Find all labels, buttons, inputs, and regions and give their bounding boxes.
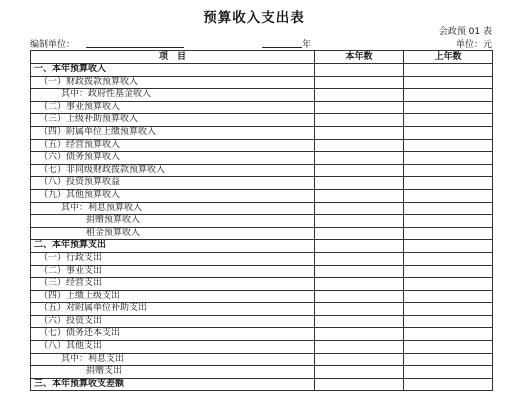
row-item-label: （九）其他预算收入: [31, 189, 315, 202]
prior-year-cell: [404, 353, 493, 366]
current-year-cell: [315, 290, 404, 303]
table-row: [31, 76, 493, 89]
row-item-label: （五）经营预算收入: [31, 139, 315, 152]
current-year-cell: [315, 139, 404, 152]
prior-year-cell: [404, 328, 493, 341]
prior-year-cell: [404, 126, 493, 139]
current-year-cell: [315, 202, 404, 215]
row-item-label: （六）债务预算收入: [31, 152, 315, 165]
header-item: 项 目: [31, 51, 315, 64]
row-item-label: 捐赠支出: [31, 366, 315, 379]
current-year-cell: [315, 303, 404, 316]
reporting-unit-label: 编制单位：: [30, 40, 76, 50]
row-item-label: （二）事业预算收入: [31, 101, 315, 114]
row-item-label: （七）非同级财政拨款预算收入: [31, 164, 315, 177]
row-item-label: （六）投资支出: [31, 315, 315, 328]
prior-year-cell: [404, 265, 493, 278]
prior-year-cell: [404, 139, 493, 152]
table-header-row: [31, 51, 493, 64]
row-item-label: （一）行政支出: [31, 252, 315, 265]
table-row: [31, 303, 493, 316]
current-year-cell: [315, 189, 404, 202]
table-row: [31, 252, 493, 265]
row-item-label: 二、本年预算支出: [31, 240, 315, 253]
prior-year-cell: [404, 202, 493, 215]
prior-year-cell: [404, 315, 493, 328]
current-year-cell: [315, 101, 404, 114]
row-item-label: 捐赠预算收入: [31, 215, 315, 228]
row-item-label: 一、本年预算收入: [31, 64, 315, 77]
year-label: 年: [302, 40, 312, 50]
year-blank: [262, 47, 302, 48]
prior-year-cell: [404, 114, 493, 127]
reporting-unit-blank: [86, 47, 184, 48]
table-row: [31, 89, 493, 102]
table-row: [31, 366, 493, 379]
table-row: [31, 189, 493, 202]
prior-year-cell: [404, 164, 493, 177]
table-row: [31, 341, 493, 354]
row-item-label: （七）债务还本支出: [31, 328, 315, 341]
table-row: [31, 101, 493, 114]
table-row: [31, 353, 493, 366]
form-code: 会政预 01 表: [438, 27, 492, 37]
row-item-label: 其中：利息支出: [31, 353, 315, 366]
prior-year-cell: [404, 76, 493, 89]
table-row: [31, 139, 493, 152]
current-year-cell: [315, 64, 404, 77]
table-row: [31, 265, 493, 278]
current-year-cell: [315, 353, 404, 366]
row-item-label: 三、本年预算收支差额: [31, 378, 315, 391]
row-item-label: （三）上级补助预算收入: [31, 114, 315, 127]
prior-year-cell: [404, 252, 493, 265]
prior-year-cell: [404, 240, 493, 253]
row-item-label: （三）经营支出: [31, 278, 315, 291]
row-item-label: （五）对附属单位补助支出: [31, 303, 315, 316]
table-row: [31, 126, 493, 139]
current-year-cell: [315, 252, 404, 265]
table-row: [31, 290, 493, 303]
prior-year-cell: [404, 64, 493, 77]
table-row: [31, 315, 493, 328]
prior-year-cell: [404, 189, 493, 202]
budget-income-expenditure-table: [30, 50, 493, 391]
prior-year-cell: [404, 89, 493, 102]
current-year-cell: [315, 177, 404, 190]
report-title: 预算收入支出表: [203, 10, 305, 26]
row-item-label: （四）附属单位上缴预算收入: [31, 126, 315, 139]
table-row: [31, 164, 493, 177]
prior-year-cell: [404, 341, 493, 354]
current-year-cell: [315, 126, 404, 139]
row-item-label: （四）上缴上级支出: [31, 290, 315, 303]
prior-year-cell: [404, 278, 493, 291]
row-item-label: （八）其他支出: [31, 341, 315, 354]
header-prior-year: 上年数: [404, 51, 493, 64]
current-year-cell: [315, 215, 404, 228]
prior-year-cell: [404, 303, 493, 316]
table-row: [31, 278, 493, 291]
current-year-cell: [315, 315, 404, 328]
prior-year-cell: [404, 101, 493, 114]
table-row: [31, 227, 493, 240]
row-item-label: （八）投资预算收益: [31, 177, 315, 190]
row-item-label: （一）财政拨款预算收入: [31, 76, 315, 89]
current-year-cell: [315, 114, 404, 127]
current-year-cell: [315, 152, 404, 165]
table-row: [31, 177, 493, 190]
current-year-cell: [315, 76, 404, 89]
current-year-cell: [315, 341, 404, 354]
table-row: [31, 240, 493, 253]
table-row: [31, 378, 493, 391]
table-row: [31, 328, 493, 341]
prior-year-cell: [404, 366, 493, 379]
current-year-cell: [315, 378, 404, 391]
currency-unit-label: 单位：元: [455, 40, 492, 50]
table-row: [31, 152, 493, 165]
current-year-cell: [315, 227, 404, 240]
report-meta-row: [30, 37, 492, 51]
prior-year-cell: [404, 177, 493, 190]
table-row: [31, 114, 493, 127]
current-year-cell: [315, 328, 404, 341]
table-row: [31, 202, 493, 215]
current-year-cell: [315, 89, 404, 102]
current-year-cell: [315, 278, 404, 291]
table-row: [31, 64, 493, 77]
row-item-label: 其中：政府性基金收入: [31, 89, 315, 102]
current-year-cell: [315, 164, 404, 177]
table-body: [31, 64, 493, 391]
prior-year-cell: [404, 290, 493, 303]
current-year-cell: [315, 265, 404, 278]
current-year-cell: [315, 366, 404, 379]
current-year-cell: [315, 240, 404, 253]
row-item-label: 租金预算收入: [31, 227, 315, 240]
prior-year-cell: [404, 215, 493, 228]
prior-year-cell: [404, 378, 493, 391]
prior-year-cell: [404, 152, 493, 165]
header-current-year: 本年数: [315, 51, 404, 64]
row-item-label: 其中：利息预算收入: [31, 202, 315, 215]
table-row: [31, 215, 493, 228]
row-item-label: （二）事业支出: [31, 265, 315, 278]
prior-year-cell: [404, 227, 493, 240]
